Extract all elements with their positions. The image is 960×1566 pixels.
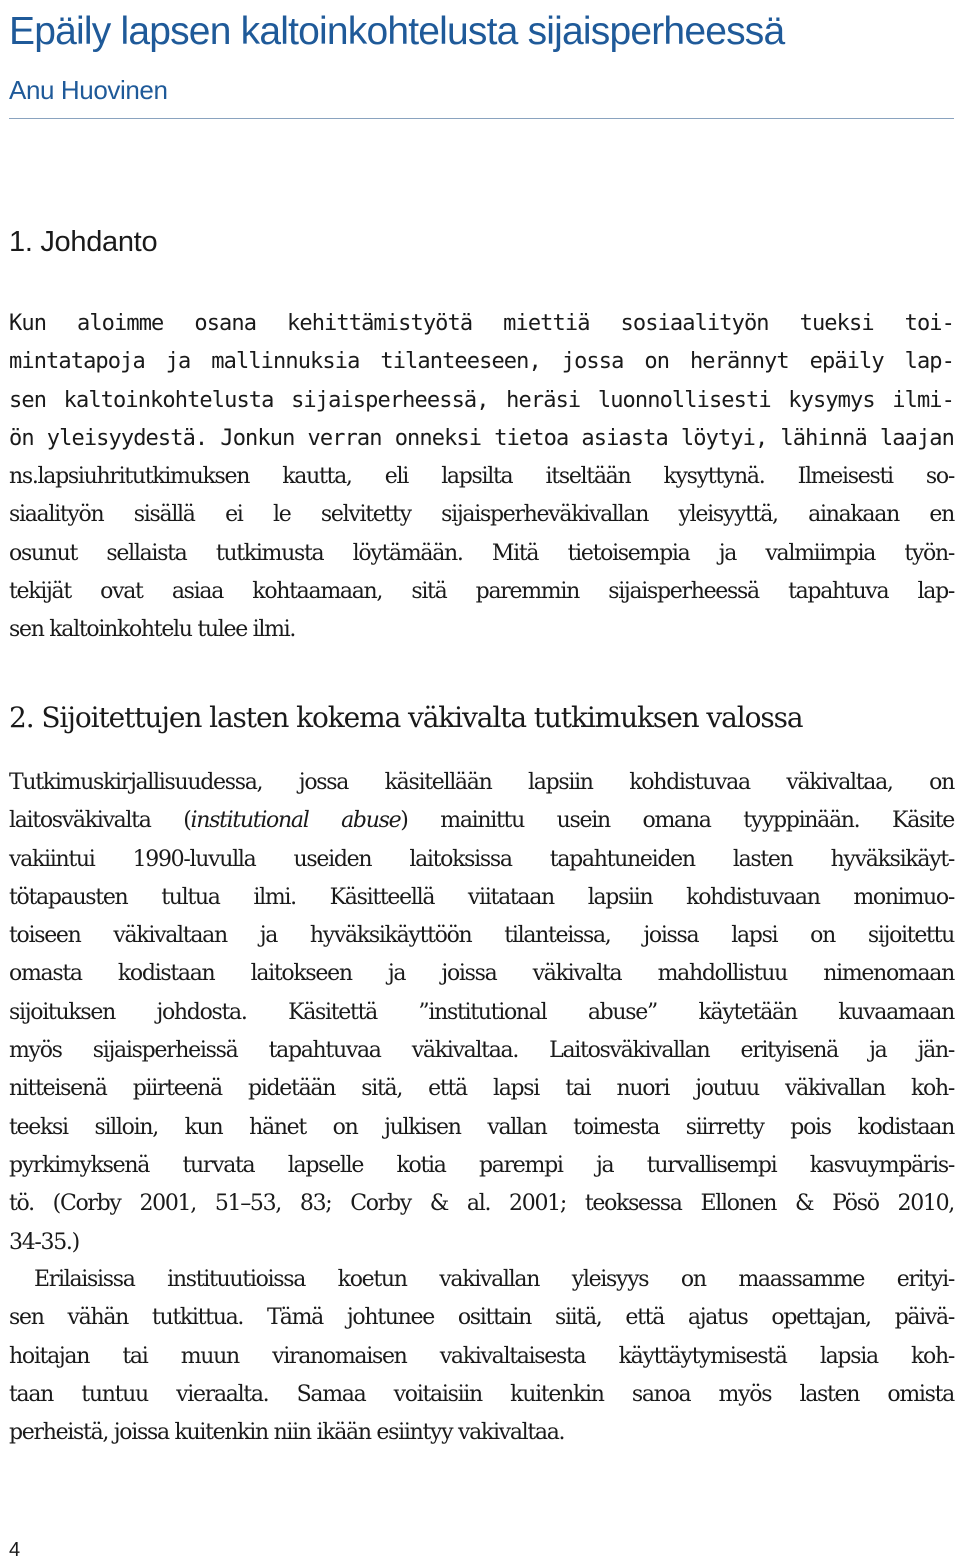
paragraph-line: hoitajan tai muun viranomaisen vakivaltaisesta käyttäytymisestä lapsia koh- (9, 1343, 954, 1369)
paragraph-line: sen vähän tutkittua. Tämä johtunee osittain siitä, että ajatus opettajan, päivä- (9, 1305, 954, 1331)
paragraph-line: sijoituksen johdosta. Käsitettä ”institutional abuse” käytetään kuvaamaan (9, 999, 954, 1025)
paragraph-line: pyrkimyksenä turvata lapselle kotia parempi ja turvallisempi kasvuympäris- (9, 1152, 954, 1178)
page-number: 4 (9, 1539, 21, 1561)
paragraph-line: sen kaltoinkohtelu tulee ilmi. (9, 617, 296, 643)
paragraph-line: nitteisenä piirteenä pidetään sitä, että lapsi tai nuori joutuu väkivallan koh- (9, 1076, 954, 1102)
paragraph-line: Kun aloimme osana kehittämistyötä miettiä sosiaalityön tueksi toi- (9, 311, 954, 336)
document-title: Epäily lapsen kaltoinkohtelusta sijaisperheessä (9, 10, 785, 53)
paragraph-institutional-abuse (9, 764, 954, 1262)
paragraph-line: mintatapoja ja mallinnuksia tilanteeseen, jossa on herännyt epäily lap- (9, 349, 954, 375)
italic-term: institutional abuse (190, 808, 401, 834)
paragraph-line: osunut sellaista tutkimusta löytämään. Mitä tietoisempia ja valmiimpia työn- (9, 540, 954, 566)
paragraph-line: perheistä, joissa kuitenkin niin ikään esiintyy vakivaltaa. (9, 1420, 565, 1446)
paragraph-institutions (9, 1261, 954, 1452)
paragraph-line: siaalityön sisällä ei le selvitetty sijaisperheväkivallan yleisyyttä, ainakaan en (9, 502, 954, 528)
paragraph-introduction (9, 305, 954, 650)
paragraph-line: taan tuntuu vieraalta. Samaa voitaisiin kuitenkin sanoa myös lasten omista (9, 1381, 954, 1407)
paragraph-line: teeksi silloin, kun hänet on julkisen vallan toimesta siirretty pois kodistaan (9, 1114, 954, 1140)
paragraph-line: tekijät ovat asiaa kohtaamaan, sitä paremmin sijaisperheessä tapahtuva lap- (9, 579, 954, 605)
paragraph-line: vakiintui 1990-luvulla useiden laitoksissa tapahtuneiden lasten hyväksikäyt- (9, 846, 954, 872)
paragraph-line: toiseen väkivaltaan ja hyväksikäyttöön tilanteissa, joissa lapsi on sijoitettu (9, 923, 954, 949)
paragraph-line: laitosväkivalta (institutional abuse) mainittu usein omana tyyppinään. Käsite (9, 808, 954, 834)
paragraph-line: sen kaltoinkohtelusta sijaisperheessä, heräsi luonnollisesti kysymys ilmi- (9, 387, 954, 413)
paragraph-line: 34-35.) (9, 1229, 79, 1255)
paragraph-line: omasta kodistaan laitokseen ja joissa väkivalta mahdollistuu nimenomaan (9, 961, 954, 987)
author-name: Anu Huovinen (9, 75, 168, 105)
section-heading-violence-research: 2. Sijoitettujen lasten kokema väkivalta tutkimuksen valossa (9, 701, 803, 734)
paragraph-line: ön yleisyydestä. Jonkun verran onneksi tietoa asiasta löytyi, lähinnä laajan (9, 425, 954, 451)
paragraph-line: Tutkimuskirjallisuudessa, jossa käsitellään lapsiin kohdistuvaa väkivaltaa, on (9, 770, 954, 795)
paragraph-line: tö. (Corby 2001, 51–53, 83; Corby & al. 2001; teoksessa Ellonen & Pösö 2010, (9, 1191, 954, 1217)
paragraph-line: ns.lapsiuhritutkimuksen kautta, eli lapsilta itseltään kysyttynä. Ilmeisesti so- (9, 464, 954, 490)
section-heading-introduction: 1. Johdanto (9, 226, 158, 258)
title-divider (9, 118, 954, 119)
paragraph-line: Erilaisissa instituutioissa koetun vakivallan yleisyys on maassamme erityi- (34, 1267, 954, 1292)
paragraph-line: myös sijaisperheissä tapahtuvaa väkivaltaa. Laitosväkivallan erityisenä ja jän- (9, 1038, 954, 1064)
paragraph-line: tötapausten tultua ilmi. Käsitteellä viitataan lapsiin kohdistuvaan monimuo- (9, 884, 954, 910)
